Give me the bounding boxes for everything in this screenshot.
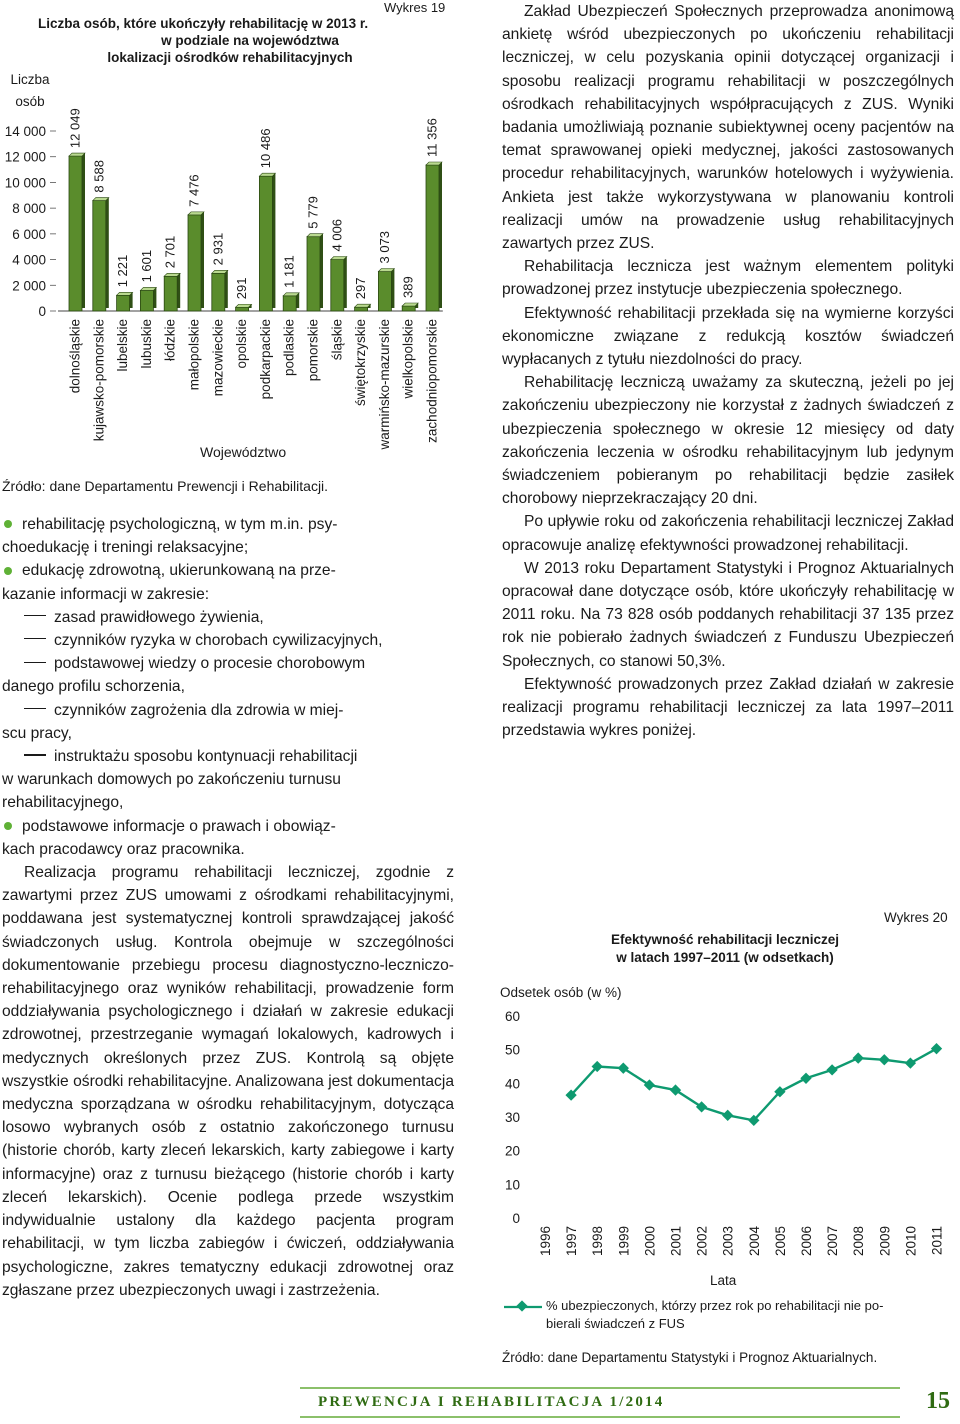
x-tick-label: 2006: [799, 1226, 814, 1257]
bar-top: [378, 268, 394, 271]
right-paragraph-5: Po upływie roku od zakończenia rehabilitacji leczniczej Zakład opracowuje analizę efektywności prowadzonej rehabilitacji.: [502, 513, 954, 554]
dash-item-5-line-3: rehabilitacyjnego,: [2, 794, 124, 812]
y-tick-label: 40: [504, 1076, 520, 1092]
bar-value-label: 291: [234, 277, 250, 300]
right-column: [502, 0, 954, 743]
category-label: warmińsko-mazurskie: [376, 319, 392, 450]
bar: [331, 259, 344, 311]
chart-20-svg: [480, 990, 955, 1290]
y-tick-label: 12 000: [4, 149, 46, 165]
bar-top: [188, 212, 204, 215]
bar-value-label: 1 601: [138, 249, 154, 283]
x-tick-label: 1998: [590, 1226, 606, 1257]
chart-20-xlabel: Lata: [710, 1273, 737, 1288]
data-point: [800, 1073, 811, 1084]
left-column: [2, 513, 454, 1302]
x-tick-label: 2011: [929, 1226, 945, 1256]
chart-20-source: Źródło: dane Departamentu Statystyki i Prognoz Aktuarialnych.: [502, 1350, 878, 1365]
y-tick-label: 14 000: [4, 124, 46, 139]
bar: [402, 306, 415, 311]
chart-19-ylabel-1: Liczba: [10, 72, 50, 87]
bar-value-label: 3 073: [376, 230, 392, 264]
chart-19-source: Źródło: dane Departamentu Prewencji i Rehabilitacji.: [2, 478, 329, 494]
dash-item-3-line-2: danego profilu schorzenia,: [2, 678, 185, 696]
bar-top: [402, 303, 418, 306]
chart-20-ylabel: Odsetek osób (w %): [500, 985, 622, 1000]
bullet-3-line-1: podstawowe informacje o prawach i obowiąz-: [22, 817, 336, 835]
bar-value-label: 8 588: [91, 160, 107, 193]
bar-top: [331, 256, 347, 259]
data-point: [722, 1110, 733, 1121]
bar-top: [236, 304, 252, 307]
category-label: podkarpackie: [257, 319, 273, 400]
y-tick-label: 8 000: [12, 201, 46, 217]
y-tick-label: 10: [504, 1177, 520, 1193]
chart-20-title-1: Efektywność rehabilitacji leczniczej: [610, 932, 840, 947]
category-label: lubuskie: [138, 319, 154, 369]
chart-19-ylabel-2: osób: [15, 94, 45, 109]
dash-icon: [24, 638, 46, 639]
category-label: pomorskie: [305, 319, 321, 382]
right-paragraph-4: Rehabilitację leczniczą uważamy za skuteczną, jeżeli po jej zakończeniu ubezpieczony nie korzystał z żadnych świadczeń z ubezpieczenia społecznego w okresie 12 miesięcy od daty zakończenia leczenia w ośrodku rehabilitacyjnym lub jedynym świadczeniem pobieranym po rehabilitacji będzie zasiłek chorobowy nieprzekraczający 20 dni.: [502, 374, 954, 508]
dash-item-3-line-1: podstawowej wiedzy o procesie chorobowym: [54, 655, 366, 673]
bullet-1-line-1: rehabilitację psychologiczną, w tym m.in. psy-: [22, 516, 338, 533]
bar-value-label: 1 181: [281, 255, 297, 288]
x-tick-label: 2003: [720, 1226, 736, 1257]
bar: [236, 307, 249, 311]
category-label: opolskie: [234, 319, 250, 369]
left-paragraph-1: Realizacja programu rehabilitacji leczniczej, zgodnie z zawartymi przez ZUS umowami z ośrodkami rehabilitacyjnymi, poddawana jest systematycznej kontroli sprawdzającej jakość świadczonych usług. Kontrola obejmuje w szczególności dokumentowanie przebiegu procesu diagnostyczno-leczniczo-rehabilitacyjnego oraz wyników rehabilitacji, prowadzenie form oddziaływania psychologicznego i działań w zakresie edukacji zdrowotnej, przestrzeganie wymagań lokalowych, kadrowych i medycznych określonych przez ZUS. Kontrolą są objęte wszystkie ośrodki rehabilitacyjne. Analizowana jest dokumentacja medyczna sporządzana w ośrodku rehabilitacyjnym, dotycząca losowo wybranych osób z ostatnio zakończonego turnusu (historie chorób, karty zleceń lekarskich, karty zabiegowe i karty informacyjne) oraz z turnusu bieżącego (historie chorób i karty zleceń lekarskich). Ocenie podlega przede wszystkim indywidualnie ustalony dla każdego pacjenta program rehabilitacji, w tym liczba zabiegów i ćwiczeń, oddziaływania psychologiczne, zakres tematyczny edukacji zdrowotnej oraz zgłaszane przez ubezpieczonych uwagi i zastrzeżenia.: [2, 864, 454, 1299]
bar-value-label: 2 701: [162, 235, 178, 269]
chart-19-title: Liczba osób, które ukończyły rehabilitację w 2013 r.: [38, 16, 369, 31]
x-tick-label: 1996: [538, 1226, 553, 1257]
bar: [140, 290, 153, 311]
y-tick-label: 0: [512, 1211, 520, 1226]
bar-top: [140, 287, 156, 290]
right-paragraph-6: W 2013 roku Departament Statystyki i Prognoz Aktuarialnych opracował dane dotyczące osób, które ukończyły rehabilitację w 2011 roku. Na 73 828 osób poddanych rehabilitacji 37 135 przez rok nie pobierało żadnych świadczeń z Funduszu Ubezpieczeń Społecznych, co stanowi 50,3%.: [502, 559, 954, 670]
x-tick-label: 2010: [903, 1226, 919, 1257]
bar-top: [164, 273, 180, 276]
category-label: mazowieckie: [210, 319, 226, 397]
page-number: 15: [926, 1388, 950, 1414]
bar: [93, 201, 106, 311]
bullet-icon: [4, 567, 12, 575]
bar-top: [259, 173, 275, 176]
bar: [117, 295, 130, 311]
right-paragraph-7: Efektywność prowadzonych przez Zakład działań w zakresie realizacji programu rehabilitacji leczniczej za lata 1997–2011 przedstawia wykres poniżej.: [502, 675, 954, 740]
legend-label-line-1: % ubezpieczonych, którzy przez rok po rehabilitacji nie po-: [546, 1298, 884, 1313]
dash-icon: [24, 615, 46, 616]
dash-item-5-line-2: w warunkach domowych po zakończeniu turnusu: [2, 771, 341, 789]
bullet-3-line-2: kach pracodawcy oraz pracownika.: [2, 840, 245, 858]
bar: [69, 156, 82, 311]
bullet-1-line-2: choedukację i treningi relaksacyjne;: [2, 539, 249, 557]
bar: [188, 215, 201, 311]
bar-value-label: 11 356: [424, 118, 440, 157]
dash-icon: [24, 662, 46, 663]
category-label: małopolskie: [186, 319, 202, 391]
bar: [259, 176, 272, 311]
category-label: śląskie: [329, 319, 345, 361]
category-label: lubelskie: [115, 319, 131, 372]
data-point: [853, 1052, 864, 1063]
chart-19-label: Wykres 19: [384, 0, 446, 15]
dash-icon: [24, 708, 46, 709]
category-label: podlaskie: [281, 319, 297, 377]
legend-label-line-2: bierali świadczeń z FUS: [546, 1316, 685, 1331]
data-point: [879, 1054, 890, 1065]
x-tick-label: 1997: [564, 1226, 580, 1257]
category-label: dolnośląskie: [67, 319, 83, 394]
x-tick-label: 2002: [694, 1226, 710, 1257]
bar-top: [212, 270, 228, 273]
bar: [283, 296, 296, 311]
dash-item-4-line-1: czynników zagrożenia dla zdrowia w miej-: [54, 701, 344, 719]
bullet-icon: [4, 822, 12, 830]
bullet-icon: [4, 520, 12, 528]
x-tick-label: 2000: [642, 1226, 658, 1257]
bar-value-label: 7 476: [186, 174, 202, 207]
bar-top: [93, 198, 109, 201]
bar-value-label: 2 931: [210, 232, 226, 266]
right-paragraph-1: Zakład Ubezpieczeń Społecznych przeprowadza anonimową ankietę wśród ubezpieczonych po ukończeniu rehabilitacji leczniczej, w celu pozyskania opinii dotyczącej organizacji i sposobu realizacji programu rehabilitacji w poszczególnych ośrodkach rehabilitacyjnych współpracujących z ZUS. Wyniki badania umożliwiają poznanie subiektywnej oceny pacjentów na temat sprawowanej opieki medycznej, jakości zastosowanych procedur rehabilitacyjnych, warunków hotelowych i wyżywienia. Ankieta jest także wykorzystywana w planowaniu kontroli realizacji umów na prowadzenie usług rehabilitacyjnych zawartych przez ZUS.: [502, 3, 954, 253]
y-tick-label: 60: [504, 1009, 520, 1024]
footer-title: PREWENCJA I REHABILITACJA 1/2014: [318, 1394, 665, 1410]
dash-item-2: czynników ryzyka w chorobach cywilizacyjnych,: [54, 632, 383, 650]
dash-item-4-line-2: scu pracy,: [2, 724, 72, 742]
bar: [426, 165, 439, 311]
bar-value-label: 1 221: [115, 254, 131, 288]
bar-top: [117, 292, 133, 295]
data-point: [905, 1057, 916, 1068]
bar: [307, 237, 320, 311]
right-paragraph-3: Efektywność rehabilitacji przekłada się na wymierne korzyści ekonomiczne związane z redukcją kosztów świadczeń wypłacanych z tytułu niezdolności do pracy.: [502, 304, 954, 369]
dash-item-5-line-1: instruktażu sposobu kontynuacji rehabilitacji: [54, 748, 358, 766]
y-tick-label: 6 000: [12, 226, 46, 242]
x-tick-label: 2008: [851, 1226, 867, 1257]
bar-top: [69, 153, 85, 156]
chart-20-label: Wykres 20: [884, 910, 948, 925]
dash-item-1: zasad prawidłowego żywienia,: [54, 608, 264, 626]
x-tick-label: 1999: [616, 1226, 632, 1257]
footer-rule-top: [300, 1387, 900, 1389]
x-tick-label: 2004: [746, 1226, 762, 1257]
category-label: łódzkie: [162, 319, 178, 362]
bar: [164, 276, 177, 311]
bar-top: [283, 293, 299, 296]
y-tick-label: 30: [504, 1110, 520, 1125]
bar: [378, 271, 391, 311]
bar-value-label: 4 006: [329, 218, 345, 252]
legend-line-marker-icon: [504, 1300, 544, 1314]
y-tick-label: 0: [38, 304, 46, 319]
chart-19-subtitle-2: lokalizacji ośrodków rehabilitacyjnych: [107, 50, 353, 65]
bar: [212, 273, 225, 311]
y-tick-label: 2 000: [12, 278, 46, 294]
bar-value-label: 10 486: [257, 128, 273, 169]
chart-19-subtitle-1: w podziale na województwa: [161, 33, 339, 48]
footer-rule-bottom: [300, 1416, 900, 1418]
bar-value-label: 5 779: [305, 196, 321, 229]
category-label: świętokrzyskie: [353, 319, 369, 407]
bar-top: [355, 304, 371, 307]
right-paragraph-2: Rehabilitacja lecznicza jest ważnym elementem polityki prowadzonej przez instytucje ubezpieczenia społecznego.: [502, 258, 954, 299]
category-label: wielkopolskie: [400, 319, 416, 399]
x-tick-label: 2007: [825, 1226, 841, 1257]
bullet-2-line-2: kazanie informacji w zakresie:: [2, 585, 210, 603]
chart-19-xlabel: Województwo: [200, 444, 287, 460]
category-label: zachodniopomorskie: [424, 319, 440, 443]
y-tick-label: 20: [504, 1143, 520, 1159]
data-point: [826, 1064, 837, 1075]
y-tick-label: 50: [504, 1042, 520, 1058]
bar-top: [307, 234, 323, 237]
bullet-2-line-1: edukację zdrowotną, ukierunkowaną na prze-: [22, 562, 336, 580]
bar-top: [426, 162, 442, 165]
bar-value-label: 297: [353, 277, 369, 300]
dash-icon: [24, 754, 46, 755]
x-tick-label: 2005: [772, 1226, 788, 1257]
bar: [355, 307, 368, 311]
x-tick-label: 2001: [668, 1226, 684, 1257]
category-label: kujawsko-pomorskie: [91, 319, 107, 442]
chart-20-title-2: w latach 1997–2011 (w odsetkach): [616, 950, 834, 965]
chart-19-svg: [0, 0, 470, 480]
y-tick-label: 4 000: [12, 252, 46, 268]
bar-value-label: 12 049: [67, 108, 83, 149]
y-tick-label: 10 000: [4, 175, 46, 191]
x-tick-label: 2009: [877, 1226, 893, 1257]
data-point: [931, 1043, 942, 1054]
bar-value-label: 389: [400, 276, 416, 298]
